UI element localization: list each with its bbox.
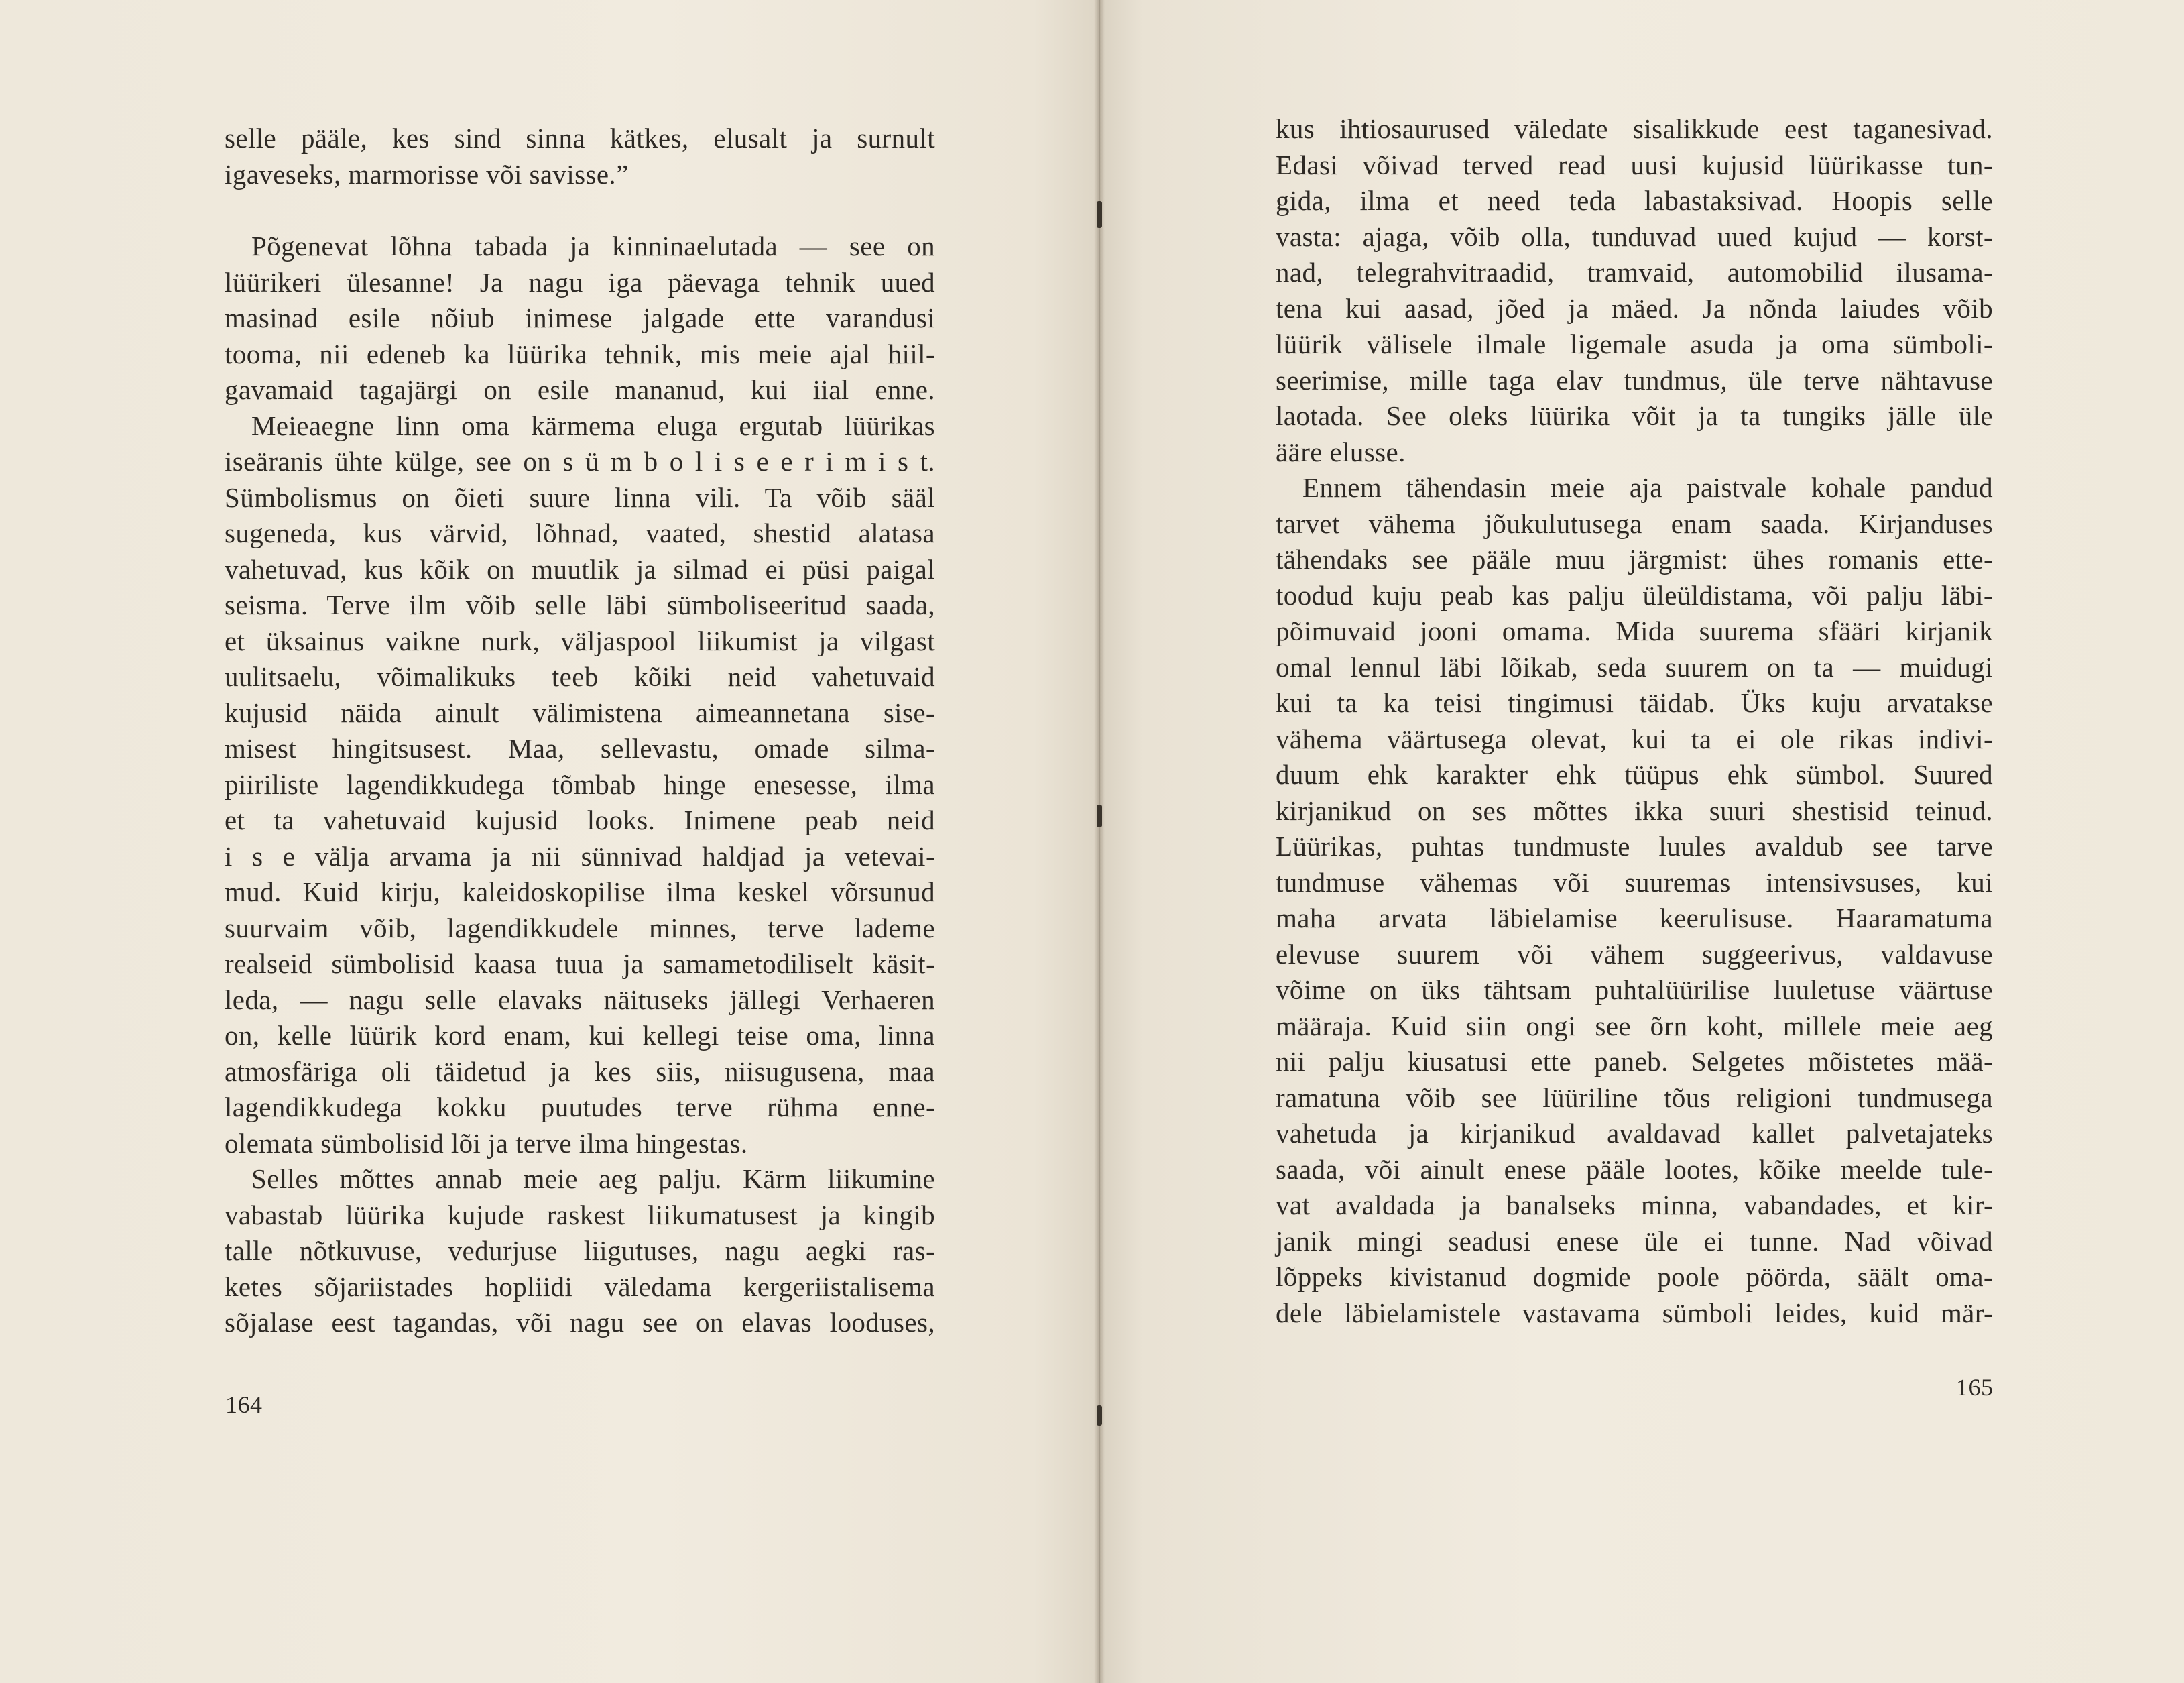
text-line: Ennem tähendasin meie aja paistvale kohale pandud — [1302, 472, 1993, 503]
text-line: nii palju kiusatusi ette paneb. Selgetes mõistetes mää- — [1276, 1046, 1993, 1077]
text-line: iseäranis ühte külge, see on s ü m b o l i s e e r i m i s t. — [225, 446, 935, 477]
text-line: realseid sümbolisid kaasa tuua ja samametodiliselt käsit- — [225, 948, 935, 979]
page-number-left: 164 — [225, 1391, 263, 1418]
text-line: vasta: ajaga, võib olla, tunduvad uued kujud — korst- — [1276, 221, 1993, 252]
text-line: vahetuvad, kus kõik on muutlik ja silmad ei püsi paigal — [225, 553, 935, 585]
text-line: igaveseks, marmorisse või savisse.” — [225, 158, 629, 190]
text-line: masinad esile nõiub inimese jalgade ette varandusi — [225, 302, 935, 333]
book-gutter — [1094, 0, 1105, 1683]
text-line: leda, — nagu selle elavaks näituseks jällegi Verhaeren — [225, 984, 935, 1015]
text-line: vat avaldada ja banalseks minna, vabandades, et kir- — [1276, 1189, 1993, 1220]
text-line: tarvet vähema jõukulutusega enam saada. Kirjanduses — [1276, 508, 1993, 539]
text-line: et ta vahetuvaid kujusid looks. Inimene peab neid — [225, 805, 935, 835]
text-line: omal lennul läbi lõikab, seda suurem on ta — muidugi — [1276, 651, 1993, 683]
paragraph-gap — [225, 192, 935, 229]
text-line: misest hingitsusest. Maa, sellevastu, omade silma- — [225, 733, 935, 764]
text-line: seisma. Terve ilm võib selle läbi sümboliseeritud saada, — [225, 589, 935, 620]
text-line: duum ehk karakter ehk tüüpus ehk sümbol. Suured — [1276, 759, 1993, 790]
text-line: tähendaks see pääle muu järgmist: ühes romanis ette- — [1276, 544, 1993, 575]
right-page-text — [1276, 111, 1993, 1331]
text-line: vähema väärtusega olevat, kui ta ei ole rikas indivi- — [1276, 723, 1993, 754]
text-line: i s e välja arvama ja nii sünnivad haldjad ja vetevai- — [225, 840, 935, 872]
text-line: sugeneda, kus värvid, lõhnad, vaated, shestid alatasa — [225, 518, 935, 548]
text-line: kui ta ka teisi tingimusi täidab. Üks kuju arvatakse — [1276, 687, 1993, 718]
text-line: tundmuse vähemas või suuremas intensivsuses, kui — [1276, 866, 1993, 898]
text-line: nad, telegrahvitraadid, tramvaid, automobilid ilusama- — [1276, 257, 1993, 288]
text-line: talle nõtkuvuse, vedurjuse liigutuses, nagu aegki ras- — [225, 1235, 935, 1266]
binding-thread-mark — [1097, 201, 1102, 228]
page-number-right: 165 — [1956, 1374, 1994, 1401]
text-line: Lüürikas, puhtas tundmuste luules avaldub see tarve — [1276, 831, 1993, 862]
text-line: piiriliste lagendikkudega tõmbab hinge enesesse, ilma — [225, 768, 935, 800]
text-line: määraja. Kuid siin ongi see õrn koht, millele meie aeg — [1276, 1010, 1993, 1041]
text-line: põimuvaid jooni omama. Mida suurema sfääri kirjanik — [1276, 616, 1993, 646]
text-line: toodud kuju peab kas palju üleüldistama, või palju läbi- — [1276, 579, 1993, 611]
text-line: et üksainus vaikne nurk, väljaspool liikumist ja vilgast — [225, 625, 935, 656]
text-line: võime on üks tähtsam puhtalüürilise luuletuse väärtuse — [1276, 974, 1993, 1005]
text-line: vahetuda ja kirjanikud avaldavad kallet palvetajateks — [1276, 1118, 1993, 1149]
text-line: mud. Kuid kirju, kaleidoskopilise ilma keskel võrsunud — [225, 876, 935, 907]
text-line: kus ihtiosaurused väledate sisalikkude eest taganesivad. — [1276, 113, 1993, 144]
text-line: gavamaid tagajärgi on esile mananud, kui iial enne. — [225, 374, 935, 405]
text-line: kujusid näida ainult välimistena aimeannetana sise- — [225, 697, 935, 728]
text-line: lüürik välisele ilmale ligemale asuda ja oma sümboli- — [1276, 329, 1993, 359]
text-line: lagendikkudega kokku puutudes terve rühma enne- — [225, 1092, 935, 1122]
text-line: gida, ilma et need teda labastaksivad. Hoopis selle — [1276, 185, 1993, 216]
text-line: selle pääle, kes sind sinna kätkes, elusalt ja surnult — [225, 123, 935, 154]
text-line: tena kui aasad, jõed ja mäed. Ja nõnda laiudes võib — [1276, 292, 1993, 324]
text-line: uulitsaelu, võimalikuks teeb kõiki neid vahetuvaid — [225, 661, 935, 692]
text-line: olemata sümbolisid lõi ja terve ilma hingestas. — [225, 1127, 748, 1159]
text-line: dele läbielamistele vastavama sümboli leides, kuid mär- — [1276, 1297, 1993, 1328]
text-line: vabastab lüürika kujude raskest liikumatusest ja kingib — [225, 1199, 935, 1230]
text-line: on, kelle lüürik kord enam, kui kellegi teise oma, linna — [225, 1020, 935, 1051]
text-line: tooma, nii edeneb ka lüürika tehnik, mis meie ajal hiil- — [225, 338, 935, 369]
text-line: suurvaim võib, lagendikkudele minnes, terve lademe — [225, 912, 935, 943]
text-line: Meieaegne linn oma kärmema eluga ergutab lüürikas — [251, 410, 935, 441]
text-line: janik mingi seadusi enese üle ei tunne. Nad võivad — [1276, 1225, 1993, 1257]
text-line: ketes sõjariistades hopliidi väledama kergeriistalisema — [225, 1271, 935, 1302]
text-line: Sümbolismus on õieti suure linna vili. Ta võib sääl — [225, 481, 935, 513]
text-line: Põgenevat lõhna tabada ja kinninaelutada — see on — [251, 231, 935, 262]
text-line: Edasi võivad terved read uusi kujusid lüürikasse tun- — [1276, 149, 1993, 180]
text-line: atmosfäriga oli täidetud ja kes siis, niisugusena, maa — [225, 1055, 935, 1087]
text-line: laotada. See oleks lüürika võit ja ta tungiks jälle üle — [1276, 400, 1993, 431]
text-line: lüürikeri ülesanne! Ja nagu iga päevaga tehnik uued — [225, 266, 935, 298]
text-line: sõjalase eest tagandas, või nagu see on elavas looduses, — [225, 1307, 935, 1338]
text-line: ääre elusse. — [1276, 436, 1406, 467]
text-line: saada, või ainult enese pääle lootes, kõike meelde tule- — [1276, 1153, 1993, 1185]
text-line: kirjanikud on ses mõttes ikka suuri shestisid teinud. — [1276, 795, 1993, 826]
text-line: Selles mõttes annab meie aeg palju. Kärm liikumine — [251, 1163, 935, 1194]
binding-thread-mark — [1097, 805, 1102, 827]
text-line: maha arvata läbielamise keerulisuse. Haaramatuma — [1276, 903, 1993, 933]
left-page-text — [225, 121, 935, 1341]
text-line: elevuse suurem või vähem suggeerivus, valdavuse — [1276, 938, 1993, 970]
text-line: lõppeks kivistanud dogmide poole pöörda, säält oma- — [1276, 1261, 1993, 1292]
text-line: ramatuna võib see lüüriline tõus religioni tundmusega — [1276, 1082, 1993, 1113]
binding-thread-mark — [1097, 1405, 1102, 1426]
text-line: seerimise, mille taga elav tundmus, üle terve nähtavuse — [1276, 364, 1993, 396]
